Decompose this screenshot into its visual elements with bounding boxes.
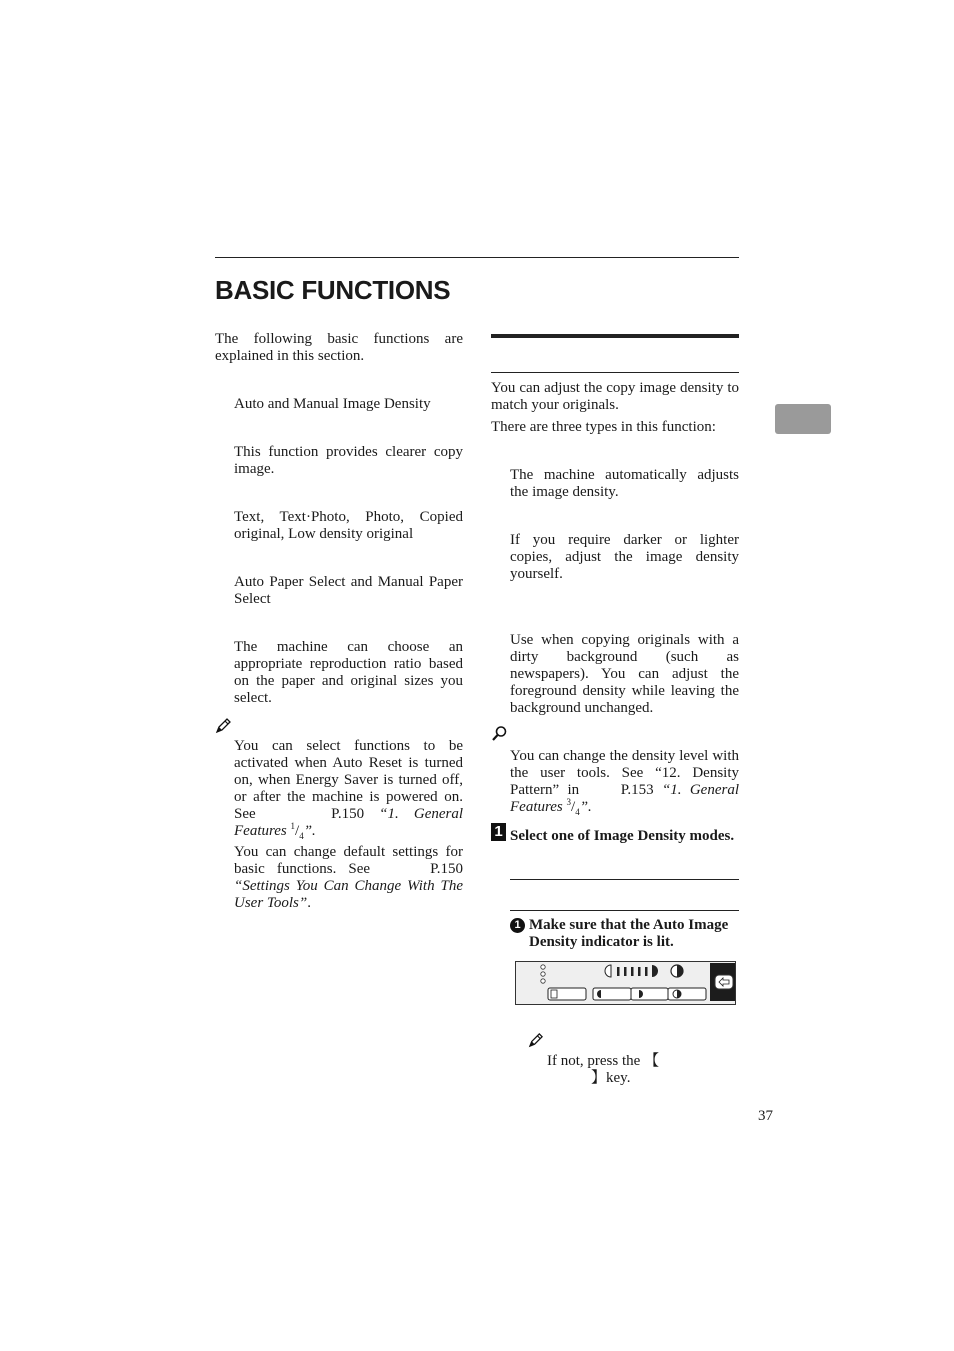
- density-panel-illustration: [515, 961, 736, 1005]
- page-title: BASIC FUNCTIONS: [215, 275, 451, 305]
- auto-density-desc: The machine automatically adjusts the image density.: [510, 467, 739, 500]
- item-original-type-desc: This function provides clearer copy image.: [234, 444, 463, 477]
- key-bracket-close: 】: [591, 1070, 607, 1086]
- density-intro: You can adjust the copy image density to match your originals.: [491, 380, 739, 413]
- step-number-badge: 1: [491, 823, 506, 841]
- item-paper-select-desc: The machine can choose an appropriate reproduction ratio based on the paper and original sizes you select.: [234, 639, 463, 706]
- note-default-settings-text: You can change default settings for basic functions. See: [234, 844, 463, 877]
- frac-denominator-b: 4: [575, 807, 580, 817]
- step-select-density: Select one of Image Density modes.: [510, 828, 735, 844]
- density-types-intro: There are three types in this function:: [491, 419, 716, 435]
- substep-rule-bottom: [510, 910, 739, 911]
- note-auto-reset-ref[interactable]: P.150 “1. General Features $^1/_4$”.: [234, 806, 464, 841]
- chapter-tab: [775, 404, 831, 434]
- item-paper-select: Auto Paper Select and Manual Paper Select: [234, 574, 463, 607]
- manual-density-desc: If you require darker or lighter copies, adjust the image density yourself.: [510, 532, 739, 582]
- ref-title-general-features: “1. General Features: [234, 806, 464, 839]
- substep-rule-top: [510, 879, 739, 880]
- combined-density-desc: Use when copying originals with a dirty background (such as newspapers). You can adjust the foreground density while leaving the background unchanged.: [510, 632, 739, 716]
- top-rule: [215, 257, 739, 258]
- note-pencil-icon-2: [528, 1032, 544, 1048]
- intro-text: The following basic functions are explained in this section.: [215, 331, 463, 364]
- note-auto-reset-text: You can select functions to be activated when Auto Reset is turned on, when Energy Saver is turned off, or after the machine is powered on. See: [234, 738, 463, 822]
- density-reference-text: You can change the density level with the user tools. See “12. Density Pattern” in: [510, 748, 739, 798]
- note-auto-reset: [234, 738, 463, 840]
- note-press-key-text: If not, press the: [547, 1053, 641, 1069]
- page-number: 37: [758, 1108, 773, 1124]
- reference-magnifier-icon: [491, 725, 508, 742]
- ref-title-general-features-b: “1. General Features: [510, 782, 739, 815]
- density-reference: [510, 748, 739, 816]
- ref-page-p153: P.153: [620, 782, 654, 798]
- frac-numerator: 1: [290, 821, 296, 831]
- frac-denominator: 4: [299, 831, 304, 841]
- ref-title-settings: “Settings You Can Change With The User Tools”: [234, 878, 463, 911]
- ref-end-period: .: [307, 895, 311, 911]
- key-bracket-open: 【: [644, 1053, 660, 1069]
- density-reference-link[interactable]: P.153 “1. General Features $^3/_4$”.: [510, 782, 739, 817]
- frac-numerator-b: 3: [566, 797, 572, 807]
- item-image-density: Auto and Manual Image Density: [234, 396, 431, 412]
- section-thin-rule: [491, 372, 739, 373]
- substep-check-indicator: Make sure that the Auto Image Density indicator is lit.: [529, 917, 729, 950]
- ref-title-end-b: ”.: [579, 799, 592, 815]
- ref-page-p150: P.150: [331, 806, 365, 822]
- note-key-word: key.: [606, 1070, 631, 1086]
- substep-number-badge: 1: [510, 918, 525, 933]
- note-default-settings: [234, 844, 463, 912]
- ref-page-p150-b: P.150: [430, 861, 463, 877]
- section-thick-rule: [491, 334, 739, 338]
- note-pencil-icon: [215, 717, 232, 734]
- ref-title-end: ”.: [303, 823, 316, 839]
- note-press-key: [547, 1053, 677, 1087]
- item-original-types: Text, Text·Photo, Photo, Copied original, Low density original: [234, 509, 463, 542]
